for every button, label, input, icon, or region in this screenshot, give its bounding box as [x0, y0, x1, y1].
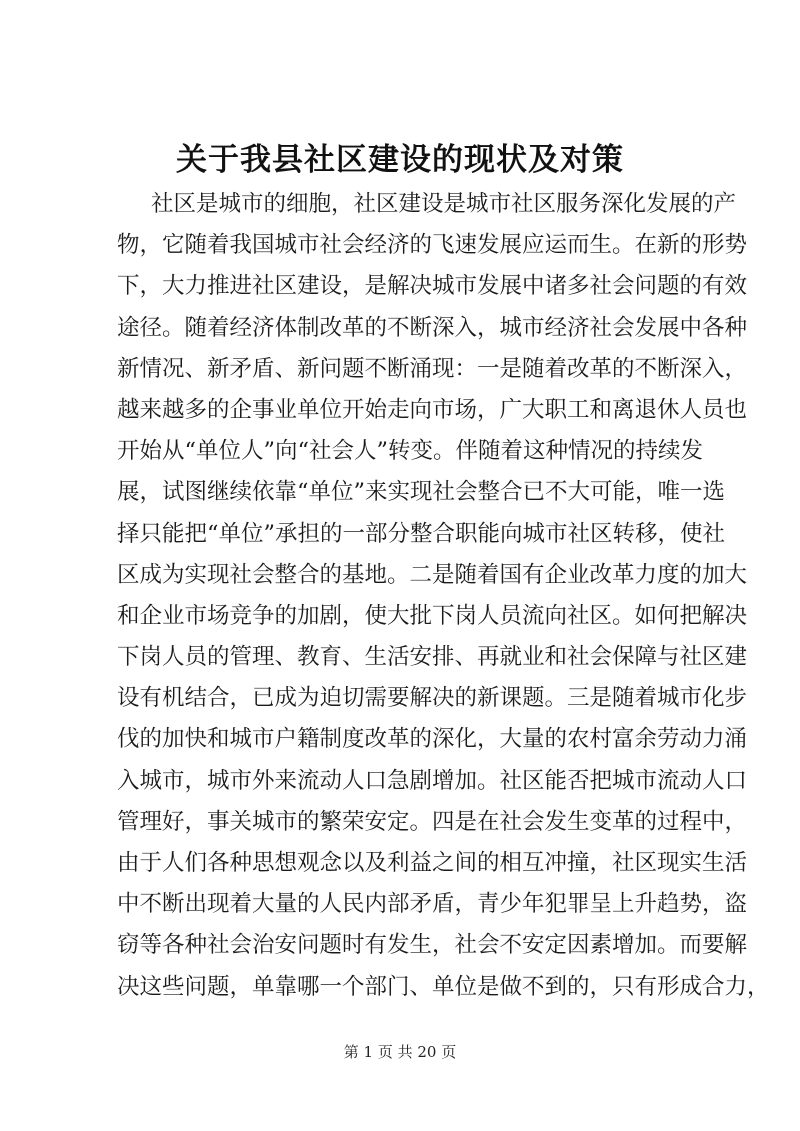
document-title: 关于我县社区建设的现状及对策 [176, 142, 624, 178]
body-line: 展，试图继续依靠“单位”来实现社会整合已不大可能，唯一选 [117, 479, 726, 506]
body-line: 下岗人员的管理、教育、生活安排、再就业和社会保障与社区建 [117, 644, 748, 671]
body-line: 决这些问题，单靠哪一个部门、单位是做不到的，只有形成合力， [117, 973, 770, 1000]
body-line: 新情况、新矛盾、新问题不断涌现：一是随着改革的不断深入， [117, 355, 748, 382]
body-line: 区成为实现社会整合的基地。二是随着国有企业改革力度的加大 [117, 561, 748, 588]
body-line: 下，大力推进社区建设，是解决城市发展中诸多社会问题的有效 [117, 273, 748, 300]
page-number-footer: 第 1 页 共 20 页 [343, 1043, 457, 1061]
body-line: 开始从“单位人”向“社会人”转变。伴随着这种情况的持续发 [117, 438, 704, 465]
body-line: 越来越多的企事业单位开始走向市场，广大职工和离退休人员也 [117, 396, 748, 423]
body-line: 中不断出现着大量的人民内部矛盾，青少年犯罪呈上升趋势，盗 [117, 891, 748, 918]
body-line: 由于人们各种思想观念以及利益之间的相互冲撞，社区现实生活 [117, 850, 748, 876]
body-line: 窃等各种社会治安问题时有发生，社会不安定因素增加。而要解 [117, 932, 748, 959]
body-line: 途径。随着经济体制改革的不断深入，城市经济社会发展中各种 [117, 314, 748, 341]
body-line: 设有机结合，已成为迫切需要解决的新课题。三是随着城市化步 [117, 685, 748, 712]
body-line: 和企业市场竞争的加剧，使大批下岗人员流向社区。如何把解决 [117, 602, 748, 629]
document-body [117, 184, 770, 1008]
body-line: 入城市，城市外来流动人口急剧增加。社区能否把城市流动人口 [117, 767, 748, 794]
body-line: 伐的加快和城市户籍制度改革的深化，大量的农村富余劳动力涌 [117, 726, 748, 753]
body-line: 管理好，事关城市的繁荣安定。四是在社会发生变革的过程中， [117, 808, 748, 835]
body-line: 物，它随着我国城市社会经济的飞速发展应运而生。在新的形势 [117, 232, 748, 259]
body-line: 择只能把“单位”承担的一部分整合职能向城市社区转移，使社 [117, 520, 726, 547]
body-line: 社区是城市的细胞，社区建设是城市社区服务深化发展的产 [151, 191, 737, 217]
